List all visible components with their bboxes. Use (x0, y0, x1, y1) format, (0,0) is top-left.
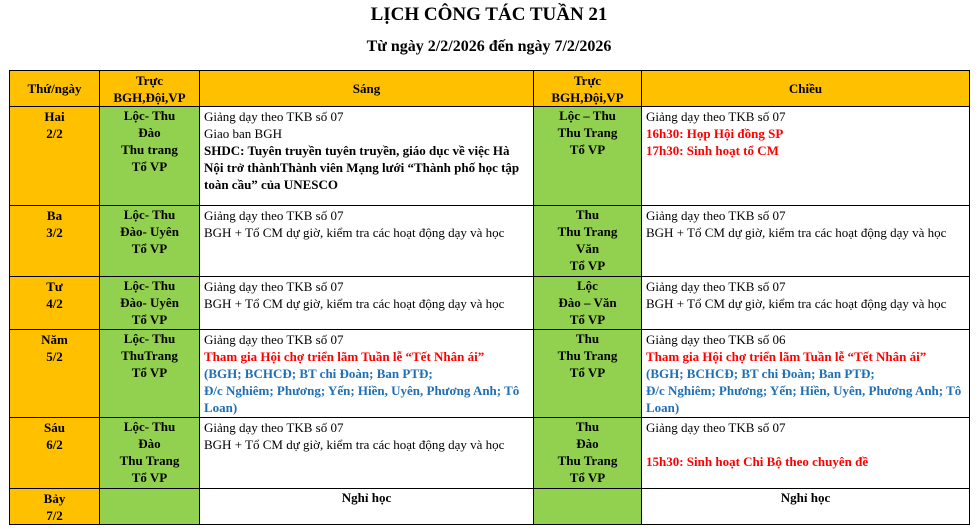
morning-activities-cell (200, 206, 534, 277)
morning-duty-cell (100, 418, 200, 489)
day-cell (10, 107, 100, 206)
activity-line: Giao ban BGH (204, 126, 282, 141)
day-cell (10, 330, 100, 418)
header-row (10, 71, 970, 107)
afternoon-duty-cell (534, 330, 642, 418)
day-cell (10, 418, 100, 489)
activity-line: Giảng dạy theo TKB số 07 (646, 208, 786, 223)
duty-line: Đào- Uyên (120, 295, 179, 310)
duty-line: Lộc- Thu (123, 108, 176, 123)
duty-line: Đào (138, 436, 161, 451)
header-afternoon: Chiều (642, 71, 970, 107)
header-duty-afternoon (534, 71, 642, 107)
activity-line: Tham gia Hội chợ triển lãm Tuần lễ “Tết Nhân ái” (646, 349, 927, 364)
duty-line: Văn (575, 241, 600, 256)
activity-line: Đ/c Nghiêm; Phương; Yến; Hiền, Uyên, Phương Anh; Tô Loan) (646, 383, 962, 415)
duty-line: Tổ VP (131, 241, 168, 256)
duty-line: Đào (138, 125, 161, 140)
header-day: Thứ/ngày (10, 71, 100, 107)
header-duty-morning (100, 71, 200, 107)
day-date: 3/2 (46, 225, 63, 240)
duty-line: Lộc- Thu (123, 419, 176, 434)
day-cell (10, 206, 100, 277)
day-name: Hai (44, 109, 65, 124)
activity-line: Đ/c Nghiêm; Phương; Yến; Hiền, Uyên, Phương Anh; Tô Loan) (204, 383, 520, 415)
duty-line: Thu (575, 419, 600, 434)
activity-line: Giảng dạy theo TKB số 07 (646, 109, 786, 124)
duty-line: Thu Trang (557, 125, 618, 140)
afternoon-duty-cell (534, 277, 642, 330)
duty-line: Đào (576, 436, 599, 451)
activity-line: Giảng dạy theo TKB số 07 (204, 420, 344, 435)
afternoon-activities-cell (642, 107, 970, 206)
duty-line: Đào- Uyên (120, 224, 179, 239)
activity-line: Giảng dạy theo TKB số 07 (204, 332, 344, 347)
morning-activities-cell (200, 418, 534, 489)
duty-line: Thu Trang (557, 348, 618, 363)
morning-activities-cell (200, 330, 534, 418)
duty-line: Lộc- Thu (123, 278, 176, 293)
day-date: 2/2 (46, 126, 63, 141)
morning-duty-cell (100, 330, 200, 418)
duty-line: Thu trang (121, 142, 178, 157)
activity-line: Giảng dạy theo TKB số 07 (204, 208, 344, 223)
activity-line: Giảng dạy theo TKB số 07 (646, 420, 786, 435)
duty-line: Tổ VP (131, 159, 168, 174)
table-row (10, 206, 970, 277)
afternoon-duty-cell (534, 107, 642, 206)
afternoon-activities-cell (642, 418, 970, 489)
duty-line: Đào – Văn (558, 295, 617, 310)
activity-line: 15h30: Sinh hoạt Chi Bộ theo chuyên đề (646, 454, 869, 469)
morning-activities-cell (200, 107, 534, 206)
duty-line: Lộc- Thu (123, 331, 176, 346)
activity-line: 16h30: Họp Hội đồng SP (646, 126, 784, 141)
activity-line: (BGH; BCHCĐ; BT chi Đoàn; Ban PTĐ; (646, 366, 875, 381)
afternoon-duty-cell (534, 418, 642, 489)
day-cell (10, 489, 100, 525)
activity-line: BGH + Tổ CM dự giờ, kiểm tra các hoạt động dạy và học (204, 225, 505, 240)
duty-line: Thu Trang (119, 453, 180, 468)
activity-line: SHDC: Tuyên truyền tuyên truyền, giáo dục về việc Hà Nội trở thànhThành viên Mạng lưới “Thành phố học tập toàn cầu” của UNESCO (204, 143, 520, 192)
afternoon-off-cell: Nghỉ học (642, 489, 970, 525)
activity-line: Giảng dạy theo TKB số 07 (204, 279, 344, 294)
activity-line: BGH + Tổ CM dự giờ, kiểm tra các hoạt động dạy và học (646, 225, 947, 240)
afternoon-duty-cell (534, 489, 642, 525)
duty-line: Tổ VP (569, 258, 606, 273)
day-date: 6/2 (46, 437, 63, 452)
morning-duty-cell (100, 107, 200, 206)
day-name: Ba (46, 208, 63, 223)
morning-off-cell: Nghỉ học (200, 489, 534, 525)
table-row (10, 277, 970, 330)
activity-line: Giảng dạy theo TKB số 06 (646, 332, 786, 347)
morning-duty-cell (100, 277, 200, 330)
duty-line: Tổ VP (131, 312, 168, 327)
duty-line: Tổ VP (569, 470, 606, 485)
afternoon-activities-cell (642, 206, 970, 277)
afternoon-activities-cell (642, 330, 970, 418)
duty-line: Thu (575, 331, 600, 346)
morning-duty-cell (100, 206, 200, 277)
duty-line: Thu Trang (557, 453, 618, 468)
day-name: Năm (41, 332, 68, 347)
header-duty-line1: Trực (573, 72, 602, 88)
afternoon-duty-cell (534, 206, 642, 277)
day-date: 5/2 (46, 349, 63, 364)
activity-line: BGH + Tổ CM dự giờ, kiểm tra các hoạt động dạy và học (646, 296, 947, 311)
afternoon-activities-cell (642, 277, 970, 330)
activity-line: (BGH; BCHCĐ; BT chi Đoàn; Ban PTĐ; (204, 366, 433, 381)
duty-line: Tổ VP (569, 312, 606, 327)
duty-line: Tổ VP (569, 142, 606, 157)
table-row (10, 489, 970, 525)
activity-line: Giảng dạy theo TKB số 07 (646, 279, 786, 294)
duty-line: Tổ VP (569, 365, 606, 380)
schedule-table (9, 70, 970, 525)
duty-line: Thu Trang (557, 224, 618, 239)
table-row (10, 107, 970, 206)
page-title: LỊCH CÔNG TÁC TUẦN 21 (370, 4, 608, 25)
duty-line: ThuTrang (121, 348, 178, 363)
day-name: Tư (46, 279, 63, 294)
header-morning: Sáng (200, 71, 534, 107)
table-row (10, 330, 970, 418)
duty-line: Lộc (577, 278, 598, 293)
header-duty-line2: BGH,Đội,VP (551, 89, 624, 105)
page-subtitle: Từ ngày 2/2/2026 đến ngày 7/2/2026 (366, 38, 612, 55)
activity-line: Giảng dạy theo TKB số 07 (204, 109, 344, 124)
duty-line: Tổ VP (131, 470, 168, 485)
day-date: 4/2 (46, 296, 63, 311)
morning-activities-cell (200, 277, 534, 330)
activity-line: 17h30: Sinh hoạt tổ CM (646, 143, 779, 158)
duty-line: Lộc- Thu (123, 207, 176, 222)
day-date: 7/2 (46, 508, 63, 523)
duty-line: Thu (575, 207, 600, 222)
table-row (10, 418, 970, 489)
activity-line: BGH + Tổ CM dự giờ, kiểm tra các hoạt động dạy và học (204, 296, 505, 311)
header-duty-line2: BGH,Đội,VP (113, 89, 186, 105)
day-name: Sáu (44, 420, 65, 435)
duty-line: Tổ VP (131, 365, 168, 380)
day-name: Bảy (43, 491, 66, 506)
header-duty-line1: Trực (135, 72, 164, 88)
duty-line: Lộc – Thu (559, 108, 616, 123)
day-cell (10, 277, 100, 330)
activity-line: Tham gia Hội chợ triển lãm Tuần lễ “Tết Nhân ái” (204, 349, 485, 364)
activity-line: BGH + Tổ CM dự giờ, kiểm tra các hoạt động dạy và học (204, 437, 505, 452)
morning-duty-cell (100, 489, 200, 525)
